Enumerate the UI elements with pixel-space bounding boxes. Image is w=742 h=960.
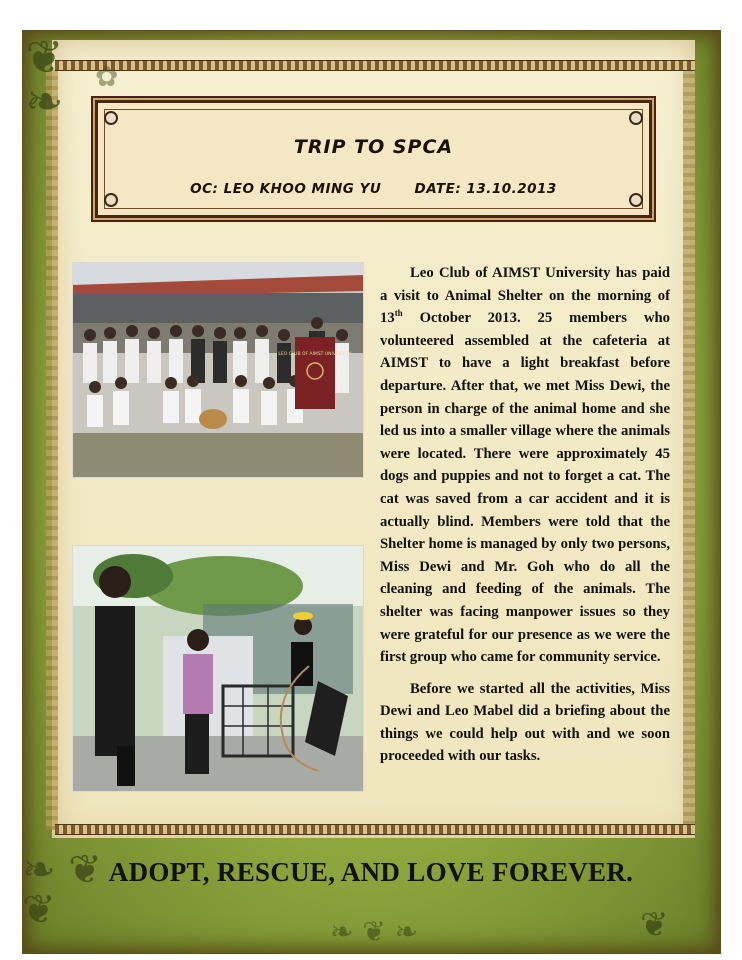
vine-decoration-bottom-middle: ❧ ❦ ❧: [330, 915, 419, 948]
vine-decoration-left: ✿: [95, 60, 119, 93]
footer-slogan: ADOPT, RESCUE, AND LOVE FOREVER.: [108, 857, 634, 887]
title-frame: [95, 100, 652, 218]
title-subline: [98, 181, 649, 197]
event-date: DATE: 13.10.2013: [414, 181, 557, 197]
group-photo-illustration: [73, 263, 363, 477]
vine-decoration-bottom-right: ❦: [640, 905, 669, 945]
article-body: [380, 262, 670, 777]
group-photo: [72, 262, 364, 478]
article-paragraph-2: Before we started all the activities, Miss Dewi and Leo Mabel did a briefing about the things we could help out with and we soon proceeded with our tasks.: [380, 680, 670, 765]
paper-torn-edge-left: [46, 70, 58, 830]
vine-decoration-top-left: ❦ ❧: [25, 30, 64, 128]
rope-border-top: [55, 60, 695, 71]
paper-torn-edge-right: [683, 60, 695, 830]
page-title: TRIP TO SPCA: [293, 136, 454, 158]
shelter-cleaning-photo: [72, 545, 364, 792]
vine-decoration-bottom-left: ❧ ❦ ❦: [22, 847, 102, 933]
article-paragraph-1: [380, 262, 670, 669]
organizing-chairperson: OC: LEO KHOO MING YU: [190, 181, 382, 197]
ordinal-suffix: th: [394, 308, 403, 319]
banner-text: LEO CLUB OF AIMST UNIVERSITY: [278, 352, 352, 357]
paragraph-1-text-start: Leo Club of AIMST University has paid a visit to Animal Shelter on the morning of 13: [380, 265, 670, 327]
frame-rivet-icon: [629, 111, 643, 125]
shelter-cleaning-photo-illustration: [73, 546, 363, 791]
rope-border-bottom: [55, 824, 695, 835]
frame-rivet-icon: [104, 111, 118, 125]
paragraph-1-text-rest: October 2013. 25 members who volunteered assembled at the cafeteria at AIMST to have a light breakfast before departure. After that, we met Miss Dewi, the person in charge of the animal home and she led us into a smaller village where the animals were located. There were approximately 45 dogs and puppies and not to forget a cat. The cat was saved from a car accident and it is actually blind. Members were told that the Shelter home is managed by only two persons, Miss Dewi and Mr. Goh who do all the cleaning and feeding of the animals. The shelter was facing manpower issues so they were grateful for our presence as we were the first group who came for community service.: [380, 310, 670, 666]
